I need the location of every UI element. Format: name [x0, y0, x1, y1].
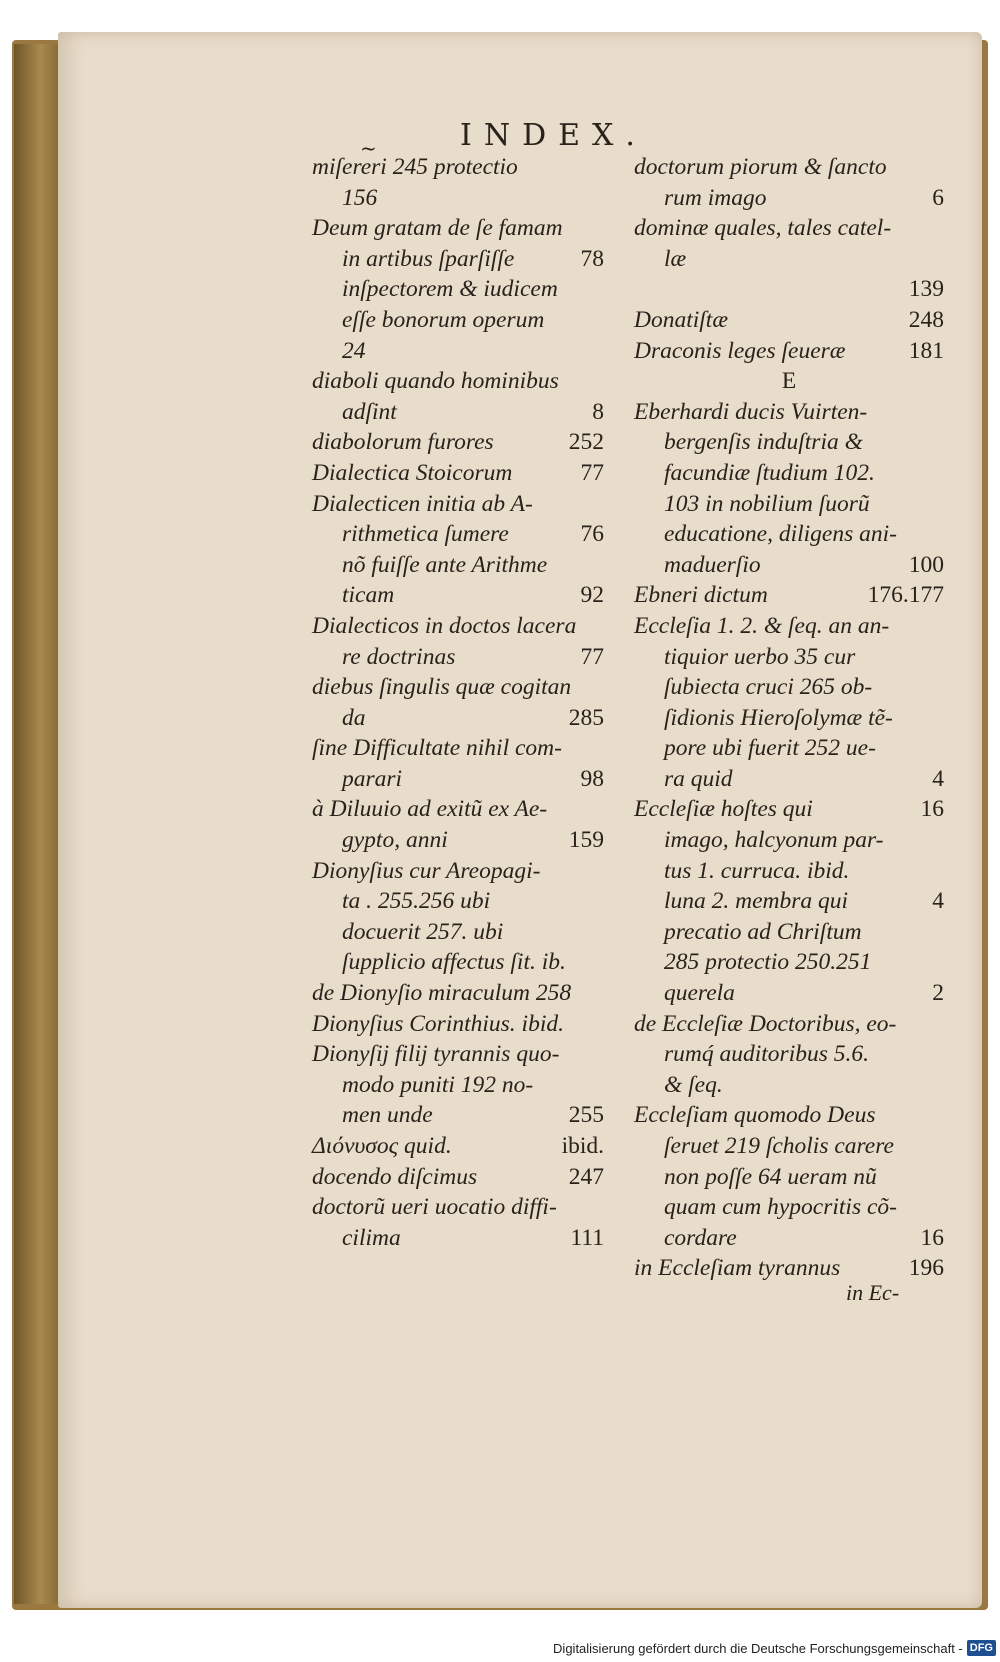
entry-text: Dionyſij filij tyrannis quo-: [312, 1041, 560, 1068]
page-reference: 159: [568, 827, 604, 854]
index-entry: [634, 978, 944, 1009]
entry-text: læ: [664, 245, 687, 272]
entry-text: ſine Difficultate nihil com-: [312, 735, 562, 762]
entry-text: 285 protectio 250.251: [664, 949, 872, 976]
entry-text: Eccleſia 1. 2. & ſeq. an an-: [634, 612, 890, 639]
index-column-right: [634, 152, 944, 1284]
entry-text: Dialectica Stoicorum: [312, 459, 513, 486]
entry-text: diaboli quando hominibus: [312, 368, 559, 395]
entry-text: E: [781, 368, 797, 395]
page-reference: 76: [580, 521, 604, 548]
page-reference: 16: [920, 796, 944, 823]
index-entry: [634, 397, 944, 428]
entry-text: Ebneri dictum: [634, 582, 768, 609]
entry-text: da: [342, 704, 366, 731]
entry-text: luna 2. membra qui: [664, 888, 849, 915]
page-reference: 247: [568, 1163, 604, 1190]
index-entry: [634, 152, 944, 183]
entry-text: Dialecticos in doctos lacera: [312, 612, 577, 639]
index-entry: [312, 458, 604, 489]
index-entry: [312, 794, 604, 825]
index-entry: [312, 274, 604, 305]
entry-text: 103 in nobilium ſuorũ: [664, 490, 870, 517]
entry-text: re doctrinas: [342, 643, 456, 670]
index-entry: [312, 550, 604, 581]
index-entry: [312, 764, 604, 795]
page-reference: 139: [908, 276, 944, 303]
page-reference: 77: [580, 643, 604, 670]
entry-text: ſeruet 219 ſcholis carere: [664, 1133, 894, 1159]
entry-text: Draconis leges ſeueræ: [634, 337, 846, 364]
index-entry: [634, 458, 944, 489]
page-reference: 4: [932, 765, 944, 792]
index-entry: [312, 703, 604, 734]
page-reference: 98: [580, 765, 604, 792]
entry-text: Deum gratam de ſe famam: [312, 215, 563, 242]
footer-text: Digitalisierung gefördert durch die Deutsche Forschungsgemeinschaft -: [553, 1640, 963, 1656]
index-entry: [634, 1009, 944, 1040]
entry-text: ta . 255.256 ubi: [342, 888, 491, 915]
entry-text: diebus ſingulis quæ cogitan: [312, 674, 572, 701]
section-letter: [634, 366, 944, 397]
entry-text: ra quid: [664, 765, 733, 792]
index-entry: [312, 886, 604, 917]
index-entry: [634, 1100, 944, 1131]
page-reference: 100: [908, 551, 944, 578]
index-entry: [634, 244, 944, 275]
page-reference: 8: [592, 398, 604, 425]
entry-text: parari: [342, 765, 403, 792]
index-entry: [312, 1009, 604, 1040]
index-entry: [312, 152, 604, 183]
entry-text: adſint: [342, 398, 397, 425]
page-reference: 285: [568, 704, 604, 731]
index-entry: [312, 1039, 604, 1070]
entry-text: de Dionyſio miraculum 258: [312, 980, 572, 1007]
entry-text: & ſeq.: [664, 1071, 723, 1098]
entry-text: docuerit 257. ubi: [342, 918, 504, 945]
index-entry: [634, 703, 944, 734]
index-entry: [312, 642, 604, 673]
index-entry: [634, 825, 944, 856]
index-entry: [634, 1223, 944, 1254]
index-entry: [634, 672, 944, 703]
entry-text: men unde: [342, 1102, 433, 1129]
index-entry: [312, 1162, 604, 1193]
entry-text: nõ fuiſſe ante Arithme: [342, 551, 548, 578]
entry-text: Dialecticen initia ab A-: [312, 490, 533, 517]
page-reference: 252: [568, 429, 604, 456]
entry-text: 24: [342, 337, 366, 364]
entry-text: eſſe bonorum operum: [342, 306, 545, 333]
index-entry: [312, 1223, 604, 1254]
index-entry: [634, 427, 944, 458]
entry-text: ſupplicio affectus ſit. ib.: [342, 949, 566, 976]
page-reference: 92: [580, 582, 604, 609]
entry-text: diabolorum furores: [312, 429, 494, 456]
index-entry: [634, 947, 944, 978]
index-entry: [312, 1100, 604, 1131]
index-entry: [634, 183, 944, 214]
index-entry: [312, 611, 604, 642]
page-reference: 181: [908, 337, 944, 364]
page-reference: 111: [570, 1224, 604, 1251]
catchword: in Ec-: [846, 1280, 900, 1305]
index-entry: [312, 1192, 604, 1223]
index-entry: [634, 1192, 944, 1223]
entry-text: tus 1. curruca. ibid.: [664, 857, 850, 884]
entry-text: doctorum piorum & ſancto: [634, 154, 887, 180]
entry-text: non poſſe 64 ueram nũ: [664, 1163, 877, 1190]
index-entry: [634, 274, 944, 305]
page-reference: 77: [580, 459, 604, 486]
entry-text: à Diluuio ad exitũ ex Ae-: [312, 796, 548, 823]
entry-text: ticam: [342, 582, 395, 609]
index-entry: [312, 978, 604, 1009]
entry-text: cordare: [664, 1224, 737, 1251]
entry-text: ſubiecta cruci 265 ob-: [664, 674, 873, 701]
entry-text: tiquior uerbo 35 cur: [664, 643, 856, 670]
entry-text: querela: [664, 980, 735, 1007]
entry-text: gypto, anni: [342, 827, 448, 854]
index-entry: [634, 336, 944, 367]
dfg-logo: DFG: [967, 1640, 996, 1656]
entry-text: 156: [342, 184, 378, 211]
index-entry: [634, 856, 944, 887]
page-reference: 2: [932, 980, 944, 1007]
index-entry: [312, 1070, 604, 1101]
index-entry: [634, 764, 944, 795]
entry-text: dominæ quales, tales catel-: [634, 215, 892, 242]
index-entry: [312, 1131, 604, 1162]
index-entry: [312, 366, 604, 397]
index-entry: [312, 427, 604, 458]
index-entry: [312, 213, 604, 244]
index-entry: [312, 397, 604, 428]
page-reference: 78: [580, 245, 604, 272]
index-entry: [634, 580, 944, 611]
entry-text: quam cum hypocritis cõ-: [664, 1194, 897, 1221]
index-entry: [634, 642, 944, 673]
index-entry: [634, 489, 944, 520]
entry-text: in Eccleſiam tyrannus: [634, 1255, 841, 1282]
index-entry: [634, 611, 944, 642]
index-entry: [634, 519, 944, 550]
index-entry: [634, 1070, 944, 1101]
page-reference: 16: [920, 1224, 944, 1251]
index-entry: [634, 917, 944, 948]
index-entry: [312, 489, 604, 520]
page-reference: 4: [932, 888, 944, 915]
entry-text: rum imago: [664, 184, 767, 211]
entry-text: Eberhardi ducis Vuirten-: [634, 398, 868, 425]
index-entry: [312, 672, 604, 703]
index-entry: [312, 947, 604, 978]
index-entry: [312, 580, 604, 611]
index-entry: [634, 886, 944, 917]
entry-text: rumq́ auditoribus 5.6.: [664, 1041, 869, 1068]
entry-text: Dionyſius cur Areopagi-: [312, 857, 541, 884]
page-reference: 255: [568, 1102, 604, 1129]
entry-text: educatione, diligens ani-: [664, 521, 897, 548]
entry-text: Eccleſiæ hoſtes qui: [634, 796, 813, 823]
entry-text: maduerſio: [664, 551, 761, 578]
page-title: INDEX.: [460, 118, 647, 153]
index-entry: [312, 336, 604, 367]
entry-text: Διόνυσος quid.: [312, 1133, 452, 1159]
entry-text: de Eccleſiæ Doctoribus, eo-: [634, 1010, 897, 1037]
entry-text: cilima: [342, 1224, 401, 1251]
page-reference: 6: [932, 184, 944, 211]
index-entry: [312, 183, 604, 214]
entry-text: miſereri 245 protectio: [312, 154, 518, 180]
index-entry: [634, 1162, 944, 1193]
entry-text: precatio ad Chriſtum: [664, 918, 862, 945]
footer-credit: [553, 1636, 996, 1660]
index-entry: [634, 733, 944, 764]
entry-text: bergenſis induſtria &: [664, 429, 863, 456]
entry-text: modo puniti 192 no-: [342, 1071, 534, 1098]
index-entry: [312, 733, 604, 764]
index-entry: [312, 244, 604, 275]
index-column-left: [312, 152, 604, 1253]
entry-text: ſidionis Hieroſolymæ tẽ-: [664, 704, 893, 731]
index-entry: [634, 213, 944, 244]
page-reference: 196: [908, 1255, 944, 1282]
entry-text: rithmetica ſumere: [342, 521, 509, 548]
entry-text: facundiæ ſtudium 102.: [664, 459, 875, 486]
entry-text: Dionyſius Corinthius. ibid.: [312, 1010, 564, 1037]
index-entry: [634, 1131, 944, 1162]
entry-text: pore ubi fuerit 252 ue-: [664, 735, 876, 762]
book-spine: [14, 44, 58, 1604]
entry-text: inſpectorem & iudicem: [342, 276, 558, 303]
index-entry: [312, 305, 604, 336]
entry-text: in artibus ſparſiſſe: [342, 245, 515, 272]
entry-text: doctorũ ueri uocatio diffi-: [312, 1194, 557, 1221]
index-entry: [634, 794, 944, 825]
page-reference: 248: [908, 306, 944, 333]
ink-mark: ~: [360, 136, 377, 160]
entry-text: Eccleſiam quomodo Deus: [634, 1102, 876, 1129]
index-entry: [634, 305, 944, 336]
index-entry: [312, 519, 604, 550]
page-reference: ibid.: [561, 1133, 604, 1159]
entry-text: imago, halcyonum par-: [664, 827, 884, 854]
page-reference: 176.177: [867, 582, 944, 609]
index-entry: [312, 917, 604, 948]
index-entry: [312, 856, 604, 887]
index-entry: [312, 825, 604, 856]
entry-text: docendo diſcimus: [312, 1163, 478, 1190]
entry-text: Donatiſtæ: [634, 306, 729, 333]
index-entry: [634, 1039, 944, 1070]
index-entry: [634, 550, 944, 581]
